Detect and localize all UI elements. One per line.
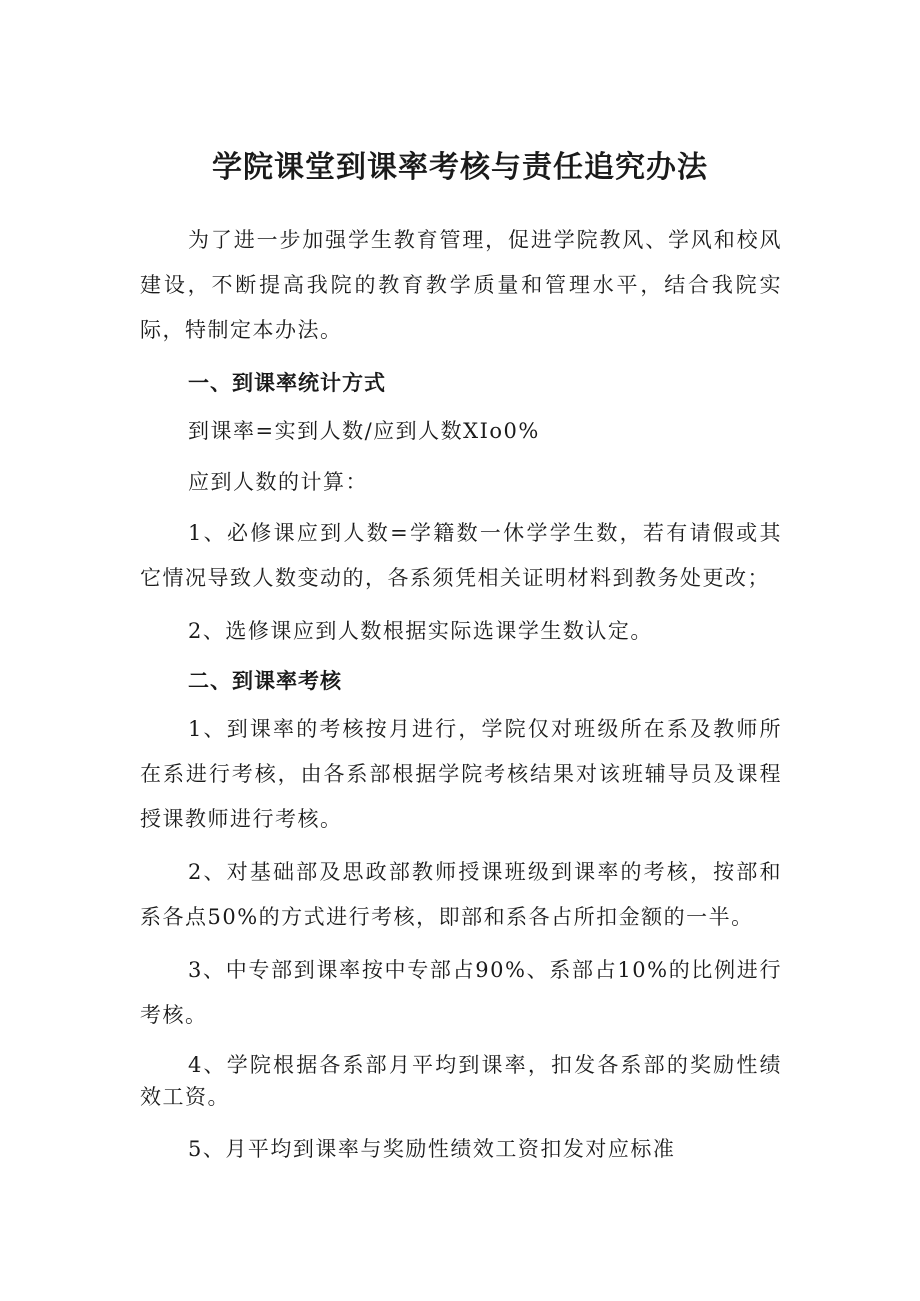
section1-item-2: 2、选修课应到人数根据实际选课学生数认定。 xyxy=(188,619,653,643)
section2-heading: 二、到课率考核 xyxy=(188,669,342,693)
section2-item-2: 2、对基础部及思政部教师授课班级到课率的考核，按部和系各点50%的方式进行考核，即部和系各占所扣金额的一半。 xyxy=(140,860,782,929)
section2-item-3: 3、中专部到课率按中专部占90%、系部占10%的比例进行考核。 xyxy=(140,958,782,1027)
document-body xyxy=(140,218,782,1165)
expected-count-label: 应到人数的计算： xyxy=(188,470,368,494)
intro-paragraph: 为了进一步加强学生教育管理，促进学院教风、学风和校风建设，不断提高我院的教育教学质量和管理水平，结合我院实际，特制定本办法。 xyxy=(140,228,782,342)
section2-item-4: 4、学院根据各系部月平均到课率，扣发各系部的奖励性绩效工资。 xyxy=(140,1053,782,1109)
section2-item-1: 1、到课率的考核按月进行，学院仅对班级所在系及教师所在系进行考核，由各系部根据学院考核结果对该班辅导员及课程授课教师进行考核。 xyxy=(140,717,782,831)
document-title: 学院课堂到课率考核与责任追究办法 xyxy=(212,150,708,185)
section1-heading: 一、到课率统计方式 xyxy=(188,371,386,395)
attendance-formula: 到课率=实到人数/应到人数XIo0% xyxy=(188,419,540,443)
section2-item-5: 5、月平均到课率与奖励性绩效工资扣发对应标准 xyxy=(188,1137,676,1161)
section1-item-1: 1、必修课应到人数=学籍数一休学学生数，若有请假或其它情况导致人数变动的，各系须凭相关证明材料到教务处更改； xyxy=(140,521,782,590)
